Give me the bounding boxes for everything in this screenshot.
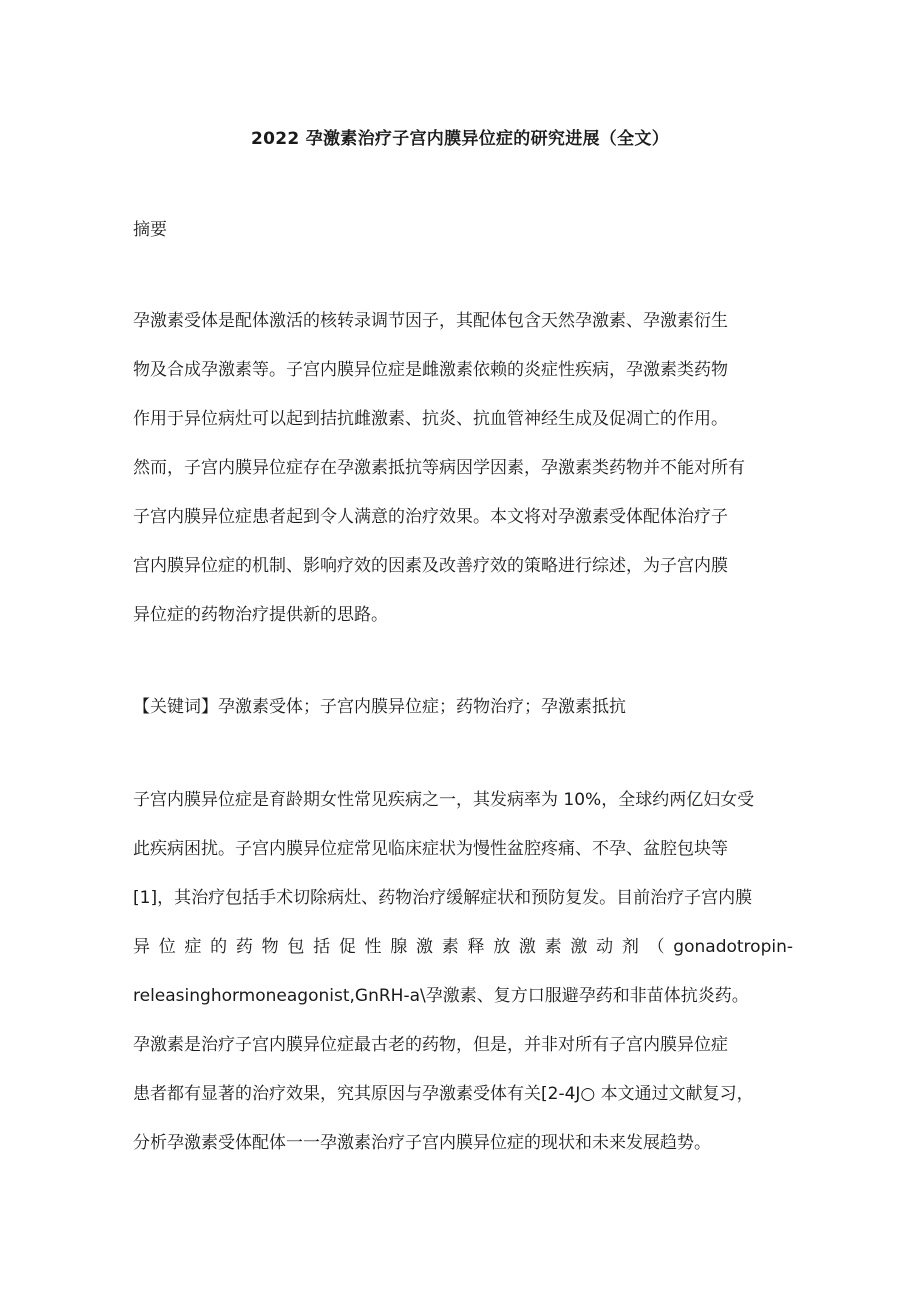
abstract-line: 子宫内膜异位症患者起到令人满意的治疗效果。本文将对孕激素受体配体治疗子 (133, 507, 728, 527)
abstract-paragraph (133, 297, 793, 640)
abstract-line: 异位症的药物治疗提供新的思路。 (133, 605, 388, 625)
body-line: 异位症的药物包括促性腺激素释放激素激动剂（gonadotropin- (133, 937, 793, 957)
body-line: 分析孕激素受体配体一一孕激素治疗子宫内膜异位症的现状和未来发展趋势。 (133, 1133, 711, 1153)
document-title: 2022 孕激素治疗子宫内膜异位症的研究进展（全文） (250, 129, 670, 149)
keywords-text: 【关键词】孕激素受体；子宫内膜异位症；药物治疗；孕激素抵抗 (133, 697, 626, 717)
abstract-line: 物及合成孕激素等。子宫内膜异位症是雌激素依赖的炎症性疾病，孕激素类药物 (133, 360, 728, 380)
abstract-line: 宫内膜异位症的机制、影响疗效的因素及改善疗效的策略进行综述，为子宫内膜 (133, 556, 728, 576)
body-line: 孕激素是治疗子宫内膜异位症最古老的药物，但是，并非对所有子宫内膜异位症 (133, 1035, 728, 1055)
body-line: 患者都有显著的治疗效果，究其原因与孕激素受体有关[2-4J○ 本文通过文献复习， (133, 1084, 754, 1104)
body-line: 子宫内膜异位症是育龄期女性常见疾病之一，其发病率为 10%，全球约两亿妇女受 (133, 790, 755, 810)
abstract-line: 然而，子宫内膜异位症存在孕激素抵抗等病因学因素，孕激素类药物并不能对所有 (133, 458, 745, 478)
body-line: [1]，其治疗包括手术切除病灶、药物治疗缓解症状和预防复发。目前治疗子宫内膜 (133, 888, 753, 908)
keywords-line (133, 683, 793, 732)
body-line: 此疾病困扰。子宫内膜异位症常见临床症状为慢性盆腔疼痛、不孕、盆腔包块等 (133, 839, 728, 859)
abstract-line: 作用于异位病灶可以起到拮抗雌激素、抗炎、抗血管神经生成及促凋亡的作用。 (133, 409, 728, 429)
abstract-line: 孕激素受体是配体激活的核转录调节因子，其配体包含天然孕激素、孕激素衍生 (133, 311, 728, 331)
abstract-heading: 摘要 (133, 220, 167, 240)
body-line: releasinghormoneagonist,GnRH-a\孕激素、复方口服避孕药和非苗体抗炎药。 (133, 986, 749, 1006)
body-paragraph (133, 776, 793, 1168)
